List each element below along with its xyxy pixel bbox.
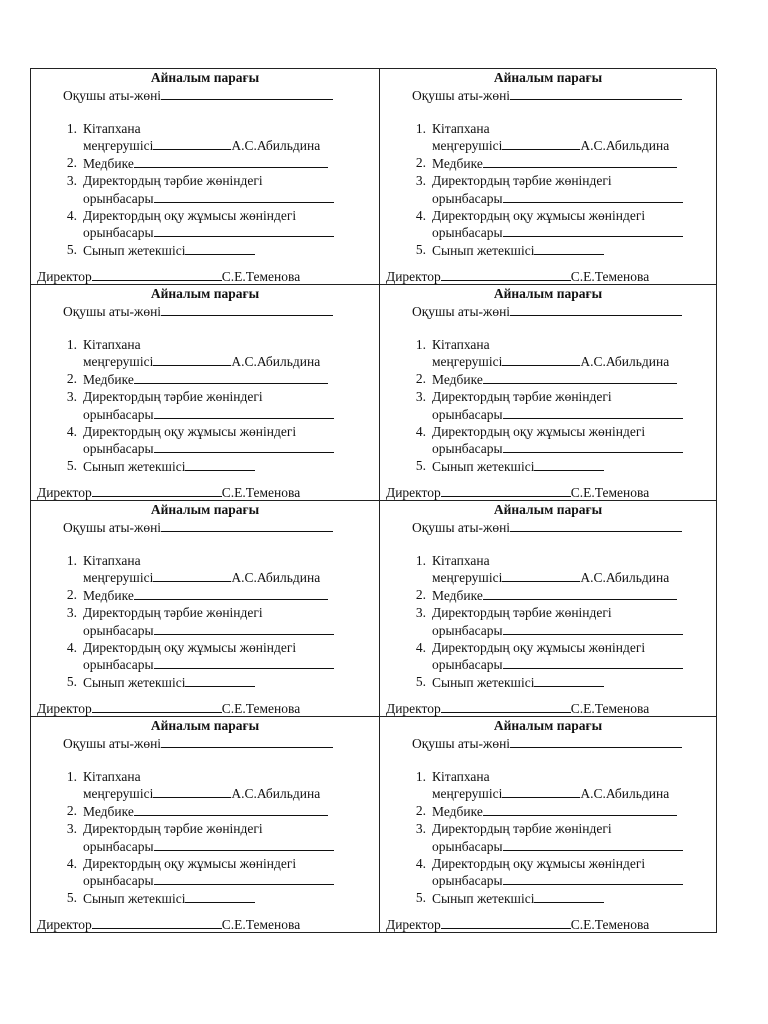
director-signature-blank[interactable]: [441, 916, 571, 929]
list-item: 2. Медбике: [386, 155, 710, 173]
director-name: С.Е.Теменова: [221, 917, 301, 933]
director-label: Директор: [37, 917, 92, 933]
student-name-line: [37, 303, 373, 321]
signature-blank[interactable]: [153, 137, 231, 150]
librarian-name: А.С.Абильдина: [231, 786, 321, 802]
card-title: Айналым парағы: [150, 70, 260, 85]
librarian-name: А.С.Абильдина: [580, 570, 670, 586]
signature-blank[interactable]: [134, 587, 328, 600]
signature-blank[interactable]: [153, 569, 231, 582]
signature-blank[interactable]: [503, 224, 683, 237]
director-label: Директор: [386, 269, 441, 285]
list-item: 4. Директордың оқу жұмысы жөніндегі орынбасары: [37, 208, 373, 243]
signature-blank[interactable]: [534, 674, 604, 687]
signature-list: [37, 121, 373, 260]
card-title: Айналым парағы: [150, 718, 260, 733]
circulation-card: [380, 501, 717, 717]
list-item: 5. Сынып жетекшісі: [37, 890, 373, 908]
student-name-label: Оқушы аты-жөні: [63, 519, 162, 535]
librarian-name: А.С.Абильдина: [580, 354, 670, 370]
circulation-card: [380, 69, 717, 285]
director-line: [386, 700, 649, 718]
student-name-label: Оқушы аты-жөні: [63, 735, 162, 751]
signature-list: [37, 769, 373, 908]
list-item: 2. Медбике: [386, 803, 710, 821]
director-label: Директор: [37, 269, 92, 285]
card-title: Айналым парағы: [150, 502, 260, 517]
student-name-label: Оқушы аты-жөні: [412, 519, 511, 535]
signature-blank[interactable]: [503, 622, 683, 635]
signature-list: [37, 553, 373, 692]
circulation-sheet-grid: [30, 68, 716, 933]
circulation-card: [31, 717, 380, 933]
signature-blank[interactable]: [185, 890, 255, 903]
circulation-card: [31, 69, 380, 285]
signature-blank[interactable]: [154, 406, 334, 419]
list-item: 5. Сынып жетекшісі: [37, 674, 373, 692]
student-name-label: Оқушы аты-жөні: [412, 735, 511, 751]
director-label: Директор: [37, 485, 92, 501]
director-label: Директор: [386, 917, 441, 933]
list-item: 5. Сынып жетекшісі: [386, 458, 710, 476]
director-signature-blank[interactable]: [441, 700, 571, 713]
list-item: 5. Сынып жетекшісі: [37, 242, 373, 260]
signature-blank[interactable]: [483, 371, 677, 384]
list-item: 1. Кітапхана меңгерушісі А.С.Абильдина: [66, 336, 321, 370]
card-title: Айналым парағы: [493, 502, 603, 517]
signature-list: [386, 337, 710, 476]
signature-blank[interactable]: [503, 440, 683, 453]
director-line: [386, 268, 649, 286]
signature-blank[interactable]: [502, 137, 580, 150]
circulation-card: [380, 717, 717, 933]
student-name-label: Оқушы аты-жөні: [63, 303, 162, 319]
list-item: 2. Медбике: [37, 371, 373, 389]
signature-blank[interactable]: [534, 890, 604, 903]
student-name-blank[interactable]: [161, 87, 333, 100]
student-name-blank[interactable]: [161, 303, 333, 316]
director-name: С.Е.Теменова: [221, 485, 301, 501]
list-item: 5. Сынып жетекшісі: [37, 458, 373, 476]
list-item: 3. Директордың тәрбие жөніндегі орынбасары: [37, 389, 373, 424]
list-item: 3. Директордың тәрбие жөніндегі орынбасары: [37, 821, 373, 856]
signature-blank[interactable]: [154, 224, 334, 237]
list-item: 1. Кітапхана меңгерушісі А.С.Абильдина: [415, 768, 670, 802]
director-line: [386, 916, 649, 934]
list-item: 4. Директордың оқу жұмысы жөніндегі орынбасары: [386, 856, 710, 891]
signature-blank[interactable]: [483, 155, 677, 168]
signature-blank[interactable]: [154, 872, 334, 885]
signature-blank[interactable]: [503, 406, 683, 419]
signature-blank[interactable]: [154, 440, 334, 453]
librarian-name: А.С.Абильдина: [231, 570, 321, 586]
card-title: Айналым парағы: [150, 286, 260, 301]
student-name-blank[interactable]: [161, 735, 333, 748]
list-item: 1. Кітапхана меңгерушісі А.С.Абильдина: [415, 336, 670, 370]
circulation-card: [31, 501, 380, 717]
signature-list: [37, 337, 373, 476]
signature-blank[interactable]: [534, 458, 604, 471]
signature-blank[interactable]: [134, 803, 328, 816]
list-item: 4. Директордың оқу жұмысы жөніндегі орынбасары: [386, 424, 710, 459]
list-item: 4. Директордың оқу жұмысы жөніндегі орынбасары: [386, 640, 710, 675]
director-line: [37, 700, 300, 718]
student-name-line: [386, 735, 710, 753]
student-name-label: Оқушы аты-жөні: [63, 87, 162, 103]
list-item: 3. Директордың тәрбие жөніндегі орынбасары: [386, 389, 710, 424]
list-item: 3. Директордың тәрбие жөніндегі орынбасары: [37, 173, 373, 208]
director-label: Директор: [386, 485, 441, 501]
student-name-line: [386, 303, 710, 321]
signature-blank[interactable]: [502, 353, 580, 366]
student-name-line: [386, 87, 710, 105]
student-name-blank[interactable]: [510, 303, 682, 316]
director-name: С.Е.Теменова: [570, 917, 650, 933]
list-item: 4. Директордың оқу жұмысы жөніндегі орынбасары: [37, 856, 373, 891]
signature-blank[interactable]: [154, 838, 334, 851]
list-item: 2. Медбике: [386, 587, 710, 605]
signature-list: [386, 769, 710, 908]
card-title: Айналым парағы: [493, 718, 603, 733]
director-name: С.Е.Теменова: [221, 701, 301, 717]
director-signature-blank[interactable]: [92, 916, 222, 929]
list-item: 2. Медбике: [386, 371, 710, 389]
student-name-blank[interactable]: [510, 87, 682, 100]
signature-blank[interactable]: [185, 242, 255, 255]
signature-blank[interactable]: [503, 872, 683, 885]
librarian-name: А.С.Абильдина: [580, 786, 670, 802]
director-label: Директор: [386, 701, 441, 717]
signature-blank[interactable]: [502, 569, 580, 582]
librarian-name: А.С.Абильдина: [231, 138, 321, 154]
list-item: 5. Сынып жетекшісі: [386, 674, 710, 692]
signature-blank[interactable]: [534, 242, 604, 255]
director-line: [37, 916, 300, 934]
circulation-card: [31, 285, 380, 501]
librarian-name: А.С.Абильдина: [580, 138, 670, 154]
list-item: 5. Сынып жетекшісі: [386, 242, 710, 260]
signature-blank[interactable]: [483, 587, 677, 600]
list-item: 1. Кітапхана меңгерушісі А.С.Абильдина: [415, 552, 670, 586]
list-item: 3. Директордың тәрбие жөніндегі орынбасары: [37, 605, 373, 640]
student-name-blank[interactable]: [510, 735, 682, 748]
signature-blank[interactable]: [185, 458, 255, 471]
signature-blank[interactable]: [503, 656, 683, 669]
signature-blank[interactable]: [483, 803, 677, 816]
list-item: 1. Кітапхана меңгерушісі А.С.Абильдина: [415, 120, 670, 154]
list-item: 4. Директордың оқу жұмысы жөніндегі орынбасары: [37, 640, 373, 675]
director-line: [386, 484, 649, 502]
director-signature-blank[interactable]: [92, 484, 222, 497]
signature-blank[interactable]: [503, 190, 683, 203]
signature-list: [386, 121, 710, 260]
list-item: 5. Сынып жетекшісі: [386, 890, 710, 908]
signature-blank[interactable]: [154, 622, 334, 635]
signature-blank[interactable]: [185, 674, 255, 687]
student-name-label: Оқушы аты-жөні: [412, 303, 511, 319]
list-item: 2. Медбике: [37, 803, 373, 821]
director-label: Директор: [37, 701, 92, 717]
director-signature-blank[interactable]: [92, 268, 222, 281]
director-name: С.Е.Теменова: [570, 485, 650, 501]
director-signature-blank[interactable]: [441, 484, 571, 497]
director-signature-blank[interactable]: [92, 700, 222, 713]
circulation-card: [380, 285, 717, 501]
list-item: 1. Кітапхана меңгерушісі А.С.Абильдина: [66, 768, 321, 802]
signature-blank[interactable]: [153, 353, 231, 366]
list-item: 1. Кітапхана меңгерушісі А.С.Абильдина: [66, 120, 321, 154]
student-name-line: [37, 519, 373, 537]
list-item: 3. Директордың тәрбие жөніндегі орынбасары: [386, 173, 710, 208]
list-item: 3. Директордың тәрбие жөніндегі орынбасары: [386, 821, 710, 856]
signature-blank[interactable]: [502, 785, 580, 798]
signature-blank[interactable]: [153, 785, 231, 798]
director-name: С.Е.Теменова: [570, 269, 650, 285]
director-line: [37, 484, 300, 502]
student-name-blank[interactable]: [161, 519, 333, 532]
director-name: С.Е.Теменова: [221, 269, 301, 285]
signature-blank[interactable]: [154, 190, 334, 203]
list-item: 1. Кітапхана меңгерушісі А.С.Абильдина: [66, 552, 321, 586]
list-item: 2. Медбике: [37, 587, 373, 605]
signature-blank[interactable]: [503, 838, 683, 851]
student-name-line: [37, 87, 373, 105]
director-signature-blank[interactable]: [441, 268, 571, 281]
director-name: С.Е.Теменова: [570, 701, 650, 717]
signature-blank[interactable]: [134, 371, 328, 384]
signature-list: [386, 553, 710, 692]
student-name-line: [37, 735, 373, 753]
signature-blank[interactable]: [154, 656, 334, 669]
card-title: Айналым парағы: [493, 70, 603, 85]
list-item: 3. Директордың тәрбие жөніндегі орынбасары: [386, 605, 710, 640]
list-item: 4. Директордың оқу жұмысы жөніндегі орынбасары: [386, 208, 710, 243]
librarian-name: А.С.Абильдина: [231, 354, 321, 370]
list-item: 2. Медбике: [37, 155, 373, 173]
director-line: [37, 268, 300, 286]
student-name-line: [386, 519, 710, 537]
list-item: 4. Директордың оқу жұмысы жөніндегі орынбасары: [37, 424, 373, 459]
card-title: Айналым парағы: [493, 286, 603, 301]
student-name-label: Оқушы аты-жөні: [412, 87, 511, 103]
student-name-blank[interactable]: [510, 519, 682, 532]
signature-blank[interactable]: [134, 155, 328, 168]
